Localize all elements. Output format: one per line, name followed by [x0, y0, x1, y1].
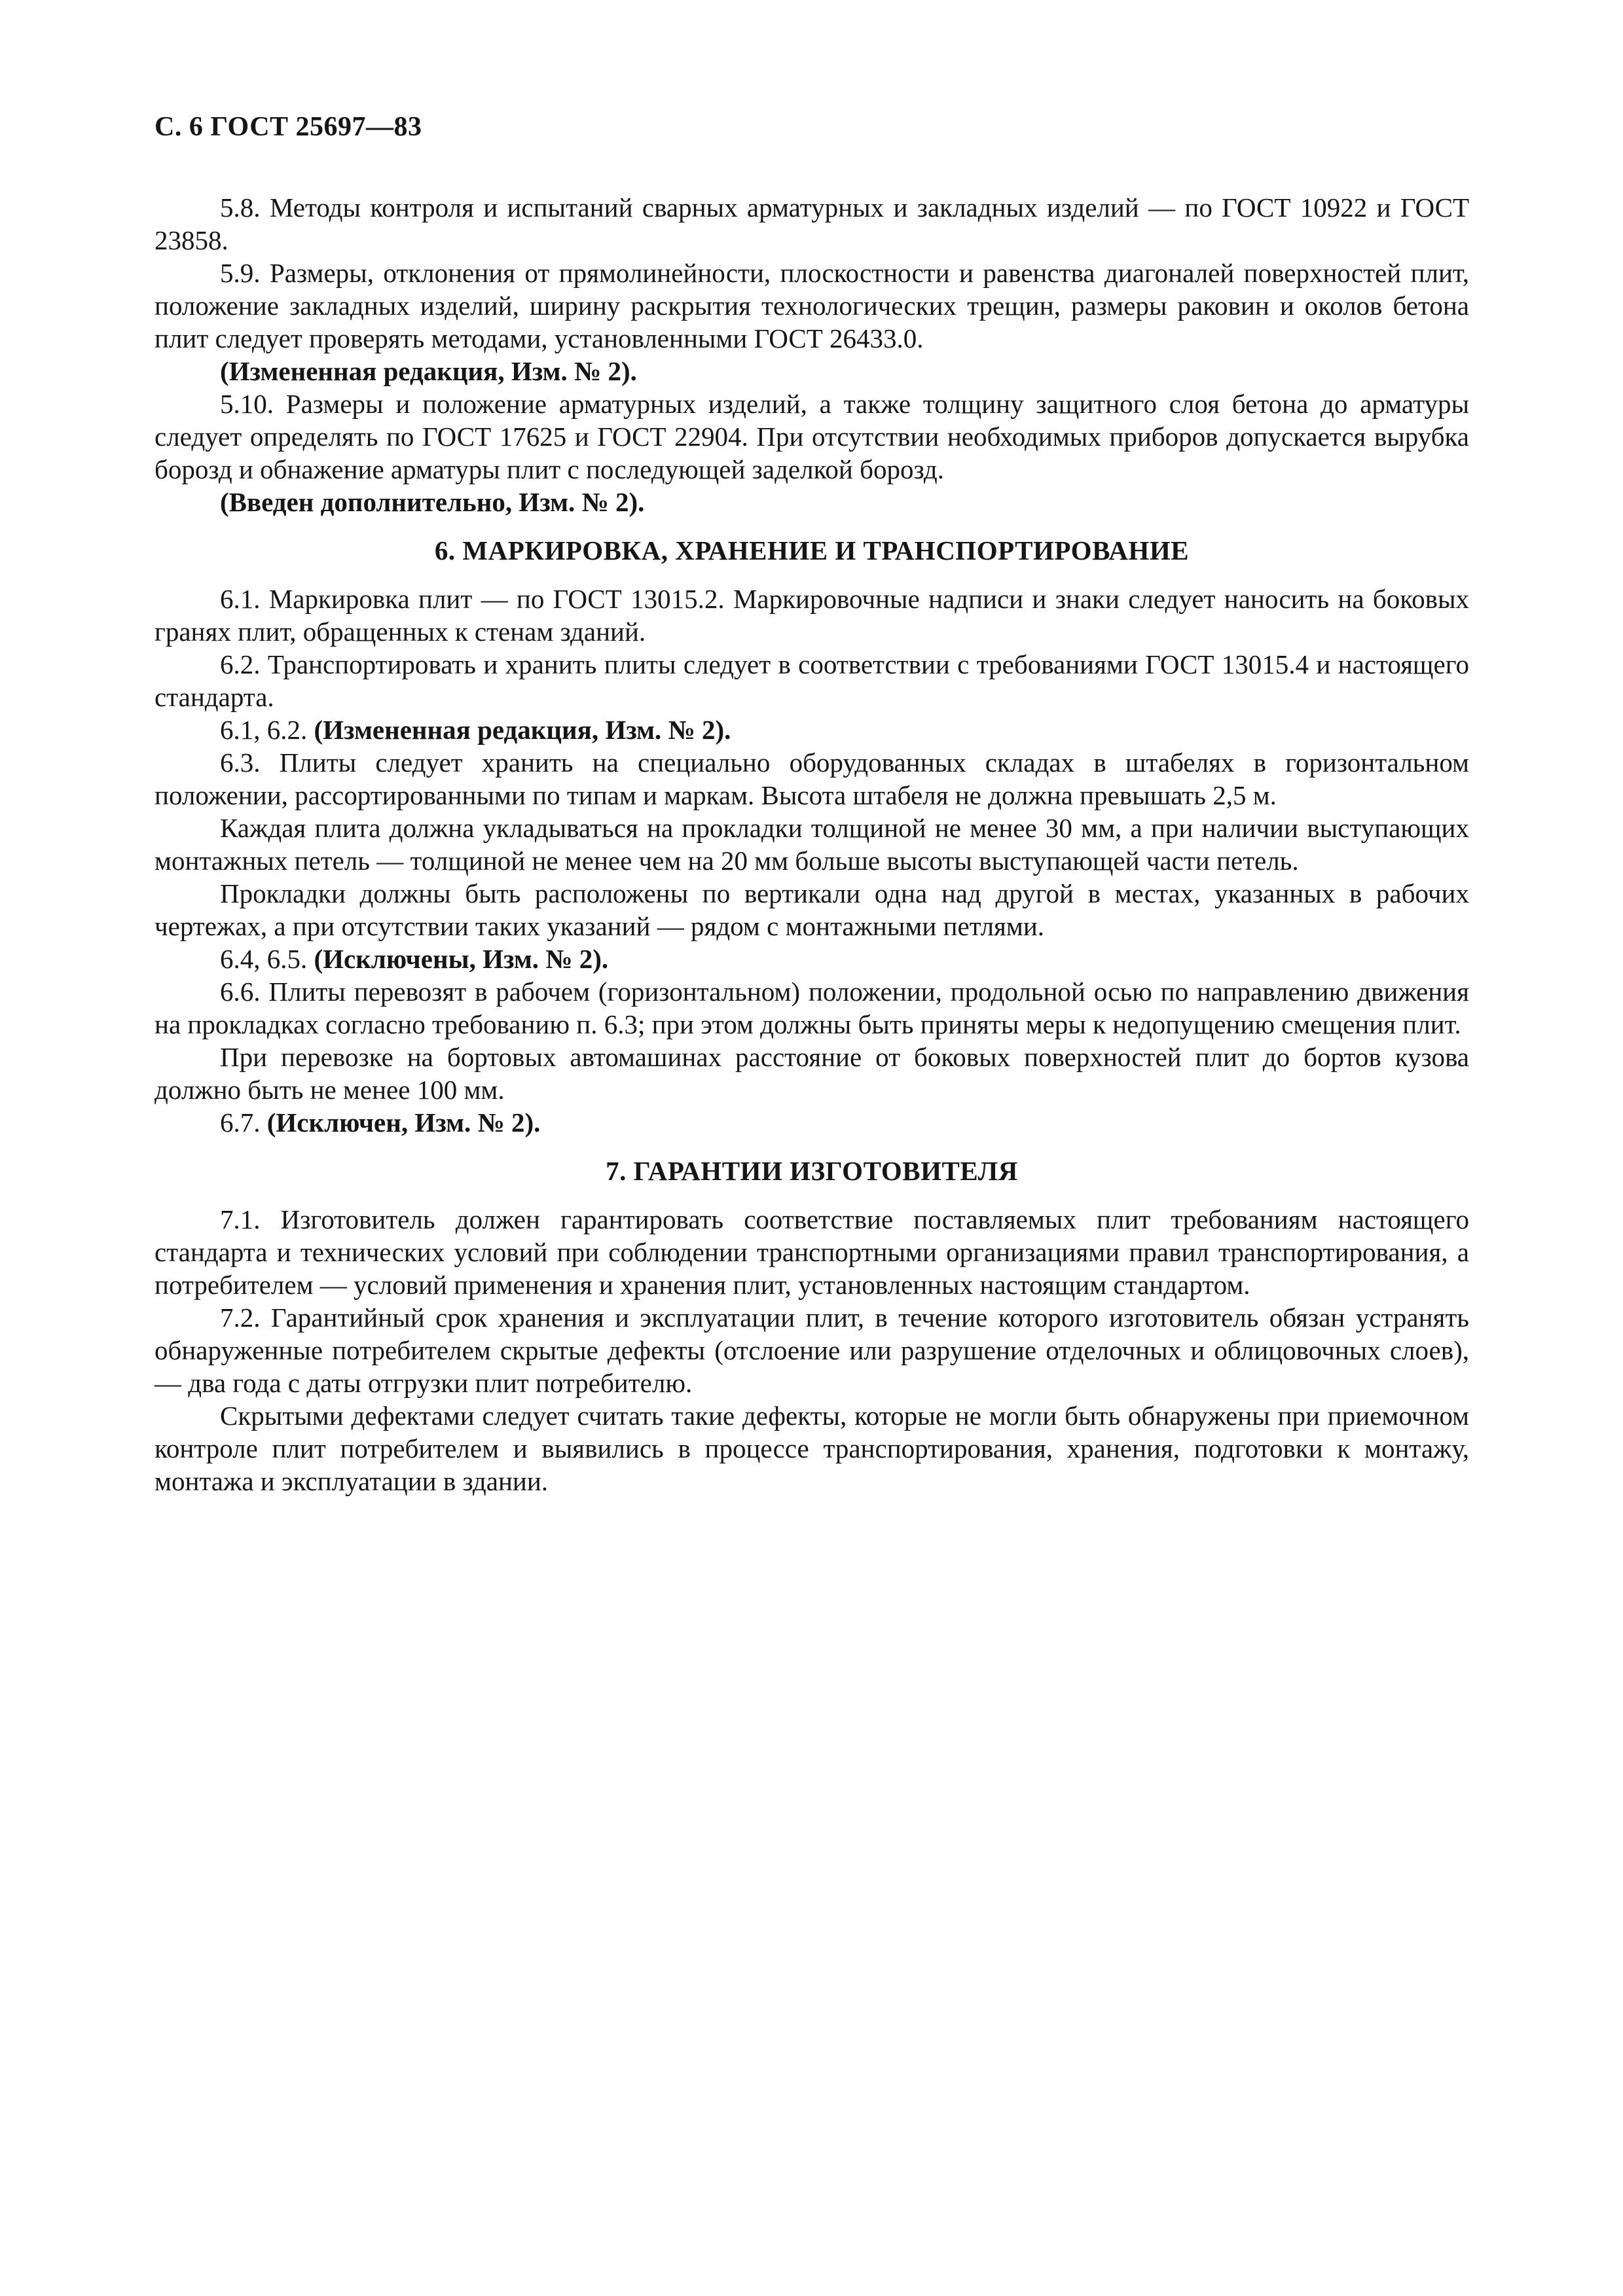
- clause-6-3-spacers: Каждая плита должна укладываться на прокладки толщиной не менее 30 мм, а при наличии выступающих монтажных петель — толщиной не менее чем на 20 мм больше высоты выступающей части петель.: [155, 813, 1469, 876]
- amendment-6-7-prefix: 6.7.: [220, 1107, 261, 1138]
- clause-5-9: 5.9. Размеры, отклонения от прямолинейности, плоскостности и равенства диагоналей поверхностей плит, положение закладных изделий, ширину раскрытия технологических трещин, размеры раковин и околов бетона плит следует проверять методами, установленными ГОСТ 26433.0.: [155, 258, 1469, 353]
- amendment-6-1-6-2-prefix: 6.1, 6.2.: [220, 715, 308, 745]
- clause-6-1: 6.1. Маркировка плит — по ГОСТ 13015.2. Маркировочные надписи и знаки следует наносить на боковых гранях плит, обращенных к стенам зданий.: [155, 584, 1469, 647]
- amendment-6-4-6-5-note: (Исключены, Изм. № 2).: [314, 944, 609, 974]
- section-6-title: 6. МАРКИРОВКА, ХРАНЕНИЕ И ТРАНСПОРТИРОВАНИЕ: [434, 535, 1190, 565]
- clause-7-2: 7.2. Гарантийный срок хранения и эксплуатации плит, в течение которого изготовитель обязан устранять обнаруженные потребителем скрытые дефекты (отслоение или разрушение отделочных и облицовочных слоев), — два года с даты отгрузки плит потребителю.: [155, 1302, 1469, 1398]
- page-header: С. 6 ГОСТ 25697—83: [155, 112, 422, 142]
- section-7-title: 7. ГАРАНТИИ ИЗГОТОВИТЕЛЯ: [606, 1156, 1018, 1186]
- amendment-6-1-6-2: [155, 713, 1469, 746]
- document-body: [155, 191, 1469, 1498]
- clause-6-3: 6.3. Плиты следует хранить на специально оборудованных складах в штабелях в горизонтальном положении, рассортированными по типам и маркам. Высота штабеля не должна превышать 2,5 м.: [155, 747, 1469, 810]
- clause-6-3-placement: Прокладки должны быть расположены по вертикали одна над другой в местах, указанных в рабочих чертежах, а при отсутствии таких указаний — рядом с монтажными петлями.: [155, 878, 1469, 941]
- amendment-6-7-note: (Исключен, Изм. № 2).: [266, 1107, 541, 1138]
- clause-6-2: 6.2. Транспортировать и хранить плиты следует в соответствии с требованиями ГОСТ 13015.4 и настоящего стандарта.: [155, 649, 1469, 712]
- amendment-6-1-6-2-note: (Измененная редакция, Изм. № 2).: [314, 715, 731, 745]
- amendment-6-4-6-5: [155, 942, 1469, 975]
- clause-7-1: 7.1. Изготовитель должен гарантировать соответствие поставляемых плит требованиям настоящего стандарта и технических условий при соблюдении транспортными организациями правил транспортирования, а потребителем — условий применения и хранения плит, установленных настоящим стандартом.: [155, 1204, 1469, 1300]
- clause-6-6: 6.6. Плиты перевозят в рабочем (горизонтальном) положении, продольной осью по направлению движения на прокладках согласно требованию п. 6.3; при этом должны быть приняты меры к недопущению смещения плит.: [155, 977, 1469, 1039]
- amendment-note-5-9: (Измененная редакция, Изм. № 2).: [220, 356, 637, 386]
- amendment-6-7: [155, 1106, 1469, 1139]
- clause-5-8: 5.8. Методы контроля и испытаний сварных арматурных и закладных изделий — по ГОСТ 10922 и ГОСТ 23858.: [155, 192, 1469, 255]
- clause-5-10: 5.10. Размеры и положение арматурных изделий, а также толщину защитного слоя бетона до арматуры следует определять по ГОСТ 17625 и ГОСТ 22904. При отсутствии необходимых приборов допускается вырубка борозд и обнажение арматуры плит с последующей заделкой борозд.: [155, 389, 1469, 484]
- amendment-6-4-6-5-prefix: 6.4, 6.5.: [220, 944, 308, 974]
- amendment-note-5-10: (Введен дополнительно, Изм. № 2).: [220, 487, 645, 517]
- clause-6-6-trucks: При перевозке на бортовых автомашинах расстояние от боковых поверхностей плит до бортов кузова должно быть не менее 100 мм.: [155, 1042, 1469, 1105]
- clause-7-2-hidden-defects: Скрытыми дефектами следует считать такие дефекты, которые не могли быть обнаружены при приемочном контроле плит потребителем и выявились в процессе транспортирования, хранения, подготовки к монтажу, монтажа и эксплуатации в здании.: [155, 1401, 1469, 1496]
